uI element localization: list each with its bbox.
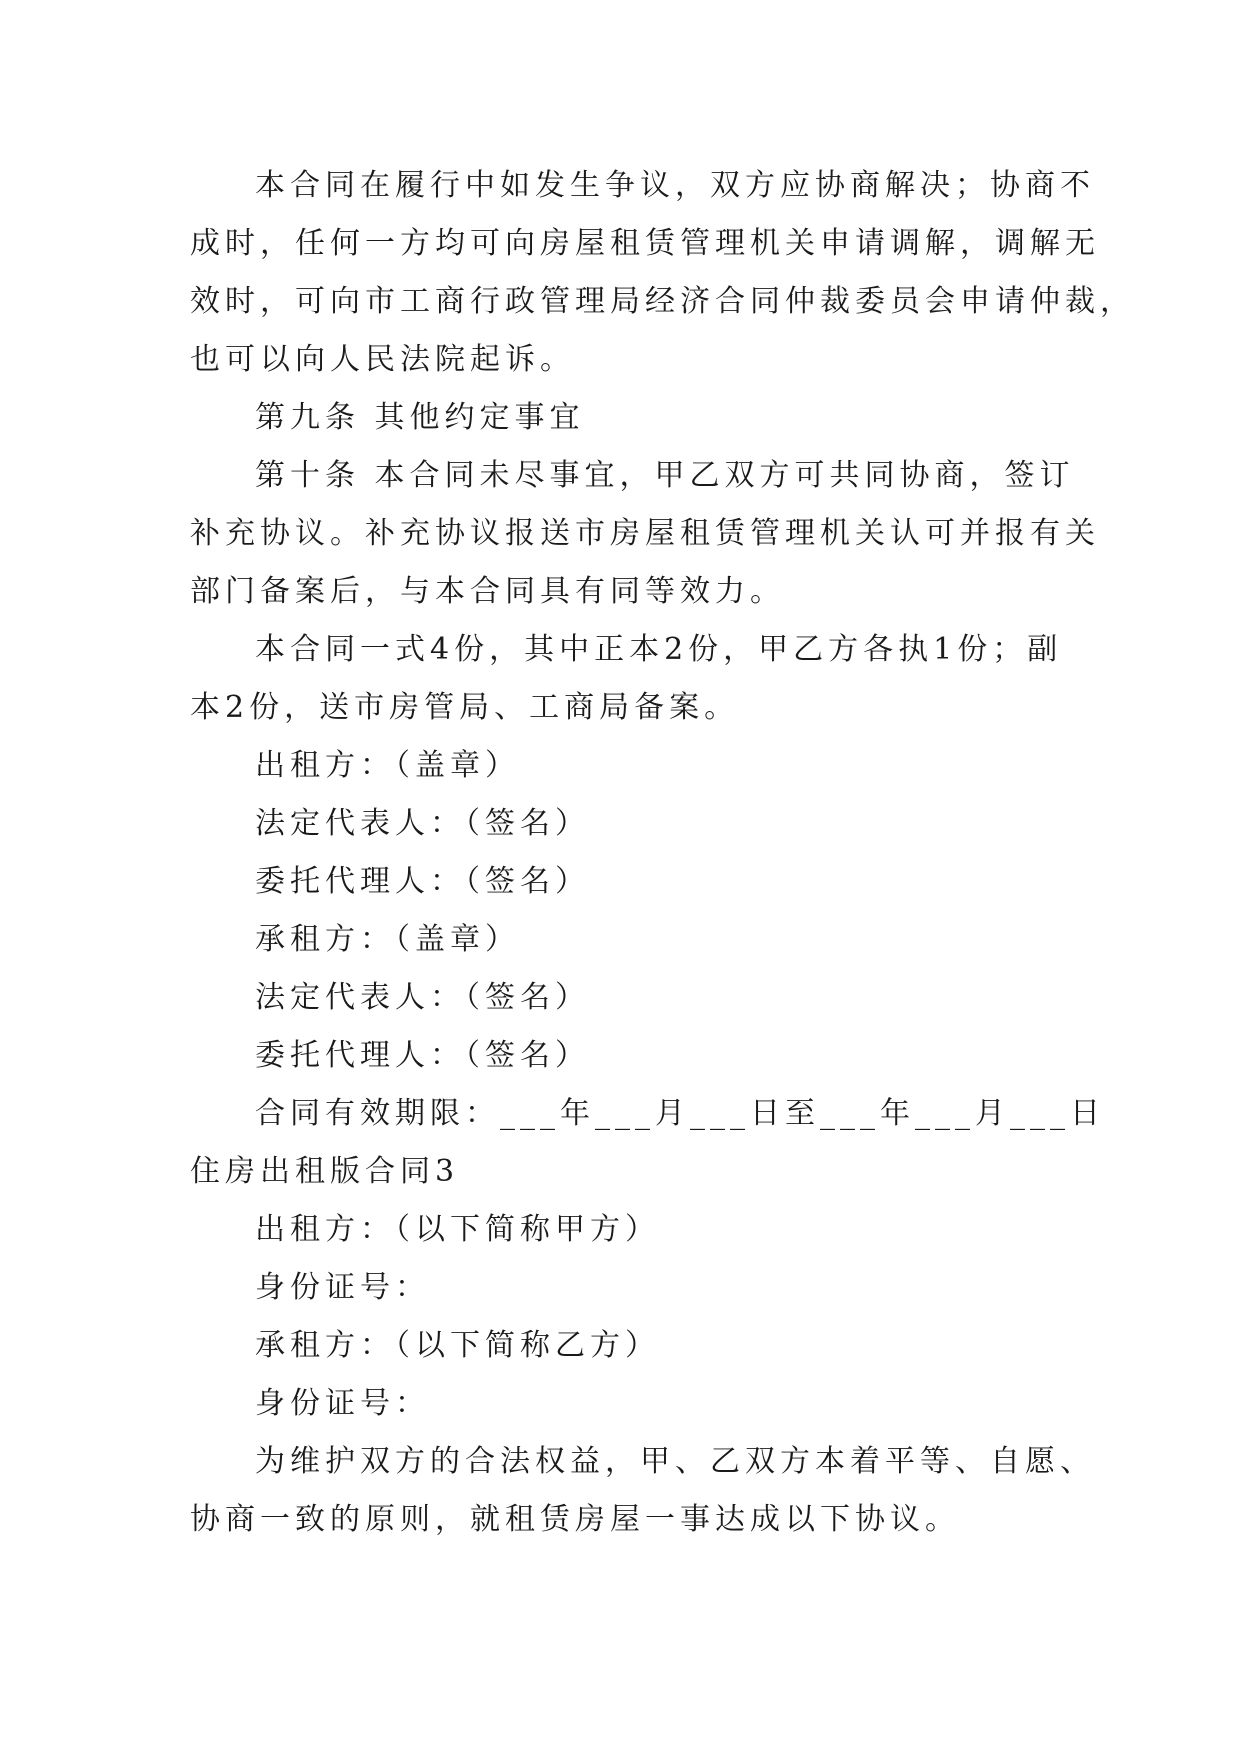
- lessor-agent-field: 委托代理人：（签名）: [255, 864, 590, 899]
- preamble-line-1: 为维护双方的合法权益，甲、乙双方本着平等、自愿、: [255, 1444, 1095, 1479]
- lessee-legal-rep-field: 法定代表人：（签名）: [255, 980, 590, 1015]
- lessee-agent-field: 委托代理人：（签名）: [255, 1038, 590, 1073]
- article-ten-line-1: 第十条 本合同未尽事宜，甲乙双方可共同协商，签订: [255, 458, 1075, 493]
- paragraph-dispute-line-2: 成时，任何一方均可向房屋租赁管理机关申请调解，调解无: [190, 226, 1100, 261]
- paragraph-dispute-line-3: 效时，可向市工商行政管理局经济合同仲裁委员会申请仲裁，: [190, 284, 1135, 319]
- validity-period-field: 合同有效期限：___年___月___日至___年___月___日: [255, 1096, 1105, 1131]
- preamble-line-2: 协商一致的原则，就租赁房屋一事达成以下协议。: [190, 1502, 960, 1537]
- paragraph-dispute-line-4: 也可以向人民法院起诉。: [190, 342, 575, 377]
- copies-line-2: 本2份，送市房管局、工商局备案。: [190, 690, 740, 725]
- article-ten-line-2: 补充协议。补充协议报送市房屋租赁管理机关认可并报有关: [190, 516, 1100, 551]
- party-a-field: 出租方：（以下简称甲方）: [255, 1212, 660, 1247]
- paragraph-dispute-line-1: 本合同在履行中如发生争议，双方应协商解决；协商不: [255, 168, 1095, 203]
- party-b-id-field: 身份证号：: [255, 1386, 430, 1421]
- article-ten-line-3: 部门备案后，与本合同具有同等效力。: [190, 574, 785, 609]
- lessee-seal-field: 承租方：（盖章）: [255, 922, 520, 957]
- section-title: 住房出租版合同3: [190, 1154, 460, 1189]
- copies-line-1: 本合同一式4份，其中正本2份，甲乙方各执1份；副: [255, 632, 1063, 667]
- party-b-field: 承租方：（以下简称乙方）: [255, 1328, 660, 1363]
- article-nine-heading: 第九条 其他约定事宜: [255, 400, 585, 435]
- lessor-seal-field: 出租方：（盖章）: [255, 748, 520, 783]
- lessor-legal-rep-field: 法定代表人：（签名）: [255, 806, 590, 841]
- party-a-id-field: 身份证号：: [255, 1270, 430, 1305]
